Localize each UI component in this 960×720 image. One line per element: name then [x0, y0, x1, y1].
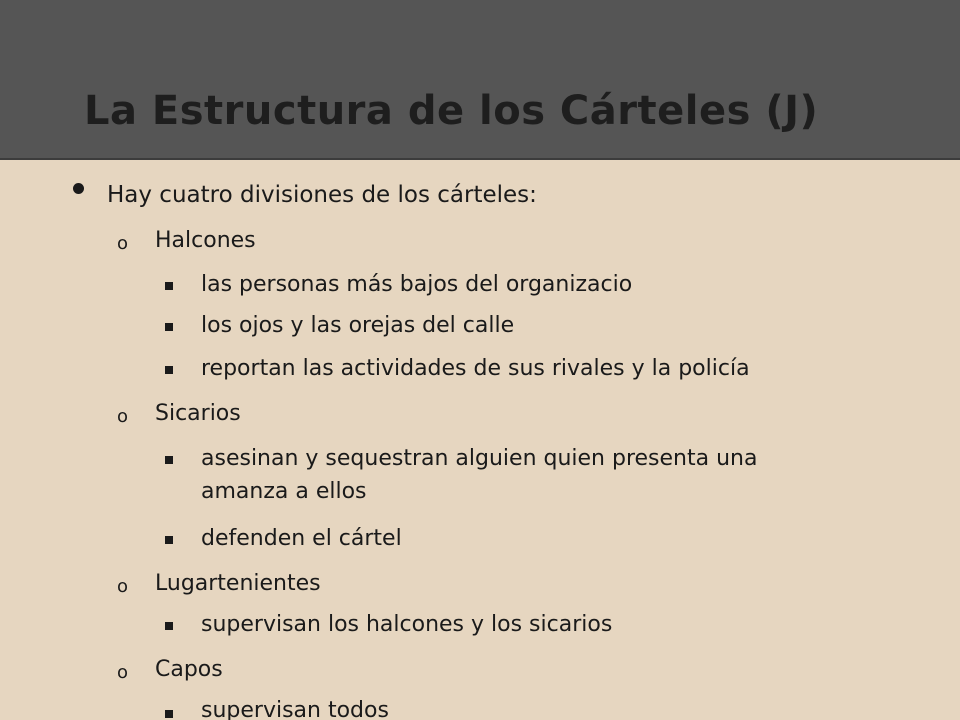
- intro-text: Hay cuatro divisiones de los cárteles:: [107, 182, 537, 208]
- list-item: los ojos y las orejas del calle: [201, 313, 515, 338]
- bullet-o-icon: o: [117, 233, 129, 254]
- division-capos: Capos: [155, 657, 223, 682]
- bullet-square-icon: [165, 282, 173, 290]
- list-item: supervisan los halcones y los sicarios: [201, 612, 613, 637]
- bullet-square-icon: [165, 366, 173, 374]
- bullet-o-icon: o: [117, 662, 129, 683]
- list-item: asesinan y sequestran alguien quien presenta una: [201, 446, 758, 471]
- slide-title: La Estructura de los Cárteles (J): [84, 88, 819, 134]
- bullet-square-icon: [165, 622, 173, 630]
- bullet-o-icon: o: [117, 576, 129, 597]
- division-halcones: Halcones: [155, 228, 256, 253]
- bullet-square-icon: [165, 536, 173, 544]
- list-item-continuation: amanza a ellos: [201, 479, 367, 504]
- division-sicarios: Sicarios: [155, 401, 241, 426]
- list-item: defenden el cártel: [201, 526, 402, 551]
- list-item: reportan las actividades de sus rivales y la policía: [201, 356, 750, 381]
- list-item: las personas más bajos del organizacio: [201, 272, 633, 297]
- bullet-square-icon: [165, 710, 173, 718]
- bullet-o-icon: o: [117, 406, 129, 427]
- bullet-square-icon: [165, 456, 173, 464]
- bullet-square-icon: [165, 323, 173, 331]
- list-item: supervisan todos: [201, 698, 389, 720]
- division-lugartenientes: Lugartenientes: [155, 571, 321, 596]
- bullet-dot-icon: [73, 183, 84, 194]
